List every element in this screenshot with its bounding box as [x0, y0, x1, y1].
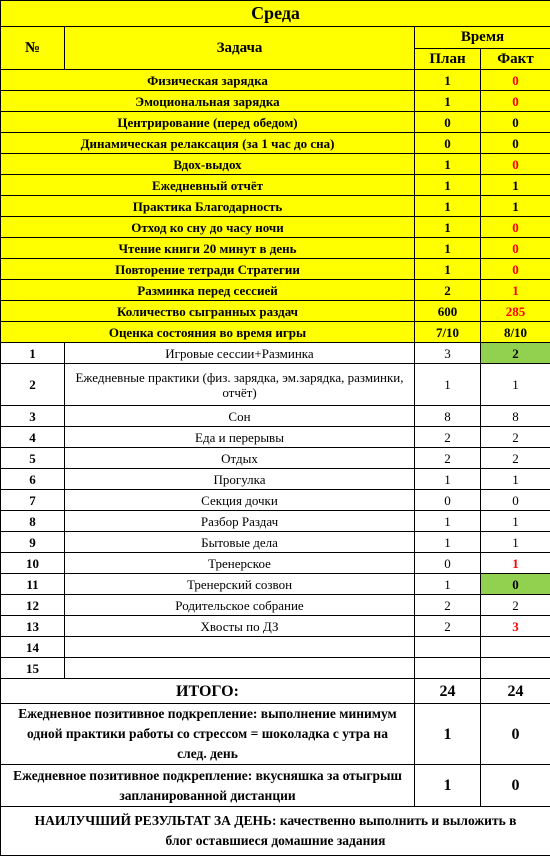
- time-row: [1, 658, 550, 679]
- time-row-plan: 0: [415, 553, 481, 574]
- reinforcement-fact: 0: [481, 765, 550, 807]
- fact-header: Факт: [481, 49, 550, 70]
- practice-plan: 0: [415, 112, 481, 133]
- practice-fact: 0: [481, 217, 550, 238]
- practice-task: Динамическая релаксация (за 1 час до сна): [1, 133, 415, 154]
- total-row: [1, 679, 550, 704]
- total-plan: 24: [415, 679, 481, 704]
- time-row-num: 10: [1, 553, 65, 574]
- time-row-plan: 2: [415, 616, 481, 637]
- time-row: [1, 574, 550, 595]
- time-row-num: 4: [1, 427, 65, 448]
- time-row-fact: 3: [481, 616, 550, 637]
- time-row: [1, 595, 550, 616]
- time-row-num: 8: [1, 511, 65, 532]
- time-row-task: Тренерское: [65, 553, 415, 574]
- practice-task: Разминка перед сессией: [1, 280, 415, 301]
- reinforcement-plan: 1: [415, 704, 481, 765]
- time-row-task: Прогулка: [65, 469, 415, 490]
- practice-row: [1, 196, 550, 217]
- time-row-fact: 1: [481, 364, 550, 406]
- time-row-task: Тренерский созвон: [65, 574, 415, 595]
- practice-plan: 1: [415, 91, 481, 112]
- time-row-fact: 1: [481, 532, 550, 553]
- time-row-task: [65, 658, 415, 679]
- practice-row: [1, 322, 550, 343]
- time-row-task: Еда и перерывы: [65, 427, 415, 448]
- practice-fact: 1: [481, 175, 550, 196]
- time-row-fact: 8: [481, 406, 550, 427]
- time-row-num: 3: [1, 406, 65, 427]
- practice-fact: 8/10: [481, 322, 550, 343]
- time-row-fact: 1: [481, 511, 550, 532]
- practice-task: Центрирование (перед обедом): [1, 112, 415, 133]
- time-row-num: 13: [1, 616, 65, 637]
- practice-plan: 1: [415, 70, 481, 91]
- practice-row: [1, 154, 550, 175]
- reinforcement-fact: 0: [481, 704, 550, 765]
- time-row-fact: 1: [481, 469, 550, 490]
- time-row-plan: 8: [415, 406, 481, 427]
- time-row-plan: 2: [415, 595, 481, 616]
- plan-header: План: [415, 49, 481, 70]
- practice-row: [1, 217, 550, 238]
- time-row-plan: [415, 637, 481, 658]
- time-row-num: 5: [1, 448, 65, 469]
- practice-plan: 1: [415, 238, 481, 259]
- practice-fact: 1: [481, 280, 550, 301]
- time-row-task: Бытовые дела: [65, 532, 415, 553]
- time-row-fact: 2: [481, 448, 550, 469]
- practice-plan: 1: [415, 217, 481, 238]
- time-row-num: 15: [1, 658, 65, 679]
- practice-fact: 0: [481, 133, 550, 154]
- time-row: [1, 448, 550, 469]
- best-result-row: [1, 807, 550, 856]
- practice-task: Чтение книги 20 минут в день: [1, 238, 415, 259]
- practice-task: Количество сыгранных раздач: [1, 301, 415, 322]
- time-row-fact: [481, 637, 550, 658]
- time-row-task: Сон: [65, 406, 415, 427]
- reinforcement-text: Ежедневное позитивное подкрепление: вкусняшка за отыгрыш запланированной дистанции: [1, 765, 415, 807]
- time-row-plan: 1: [415, 574, 481, 595]
- total-label: ИТОГО:: [1, 679, 415, 704]
- time-row-plan: 2: [415, 448, 481, 469]
- time-row-num: 1: [1, 343, 65, 364]
- task-header: Задача: [65, 27, 415, 70]
- time-row-fact: 0: [481, 574, 550, 595]
- schedule-body: [1, 1, 550, 856]
- practice-row: [1, 175, 550, 196]
- time-row-num: 2: [1, 364, 65, 406]
- time-row-task: Разбор Раздач: [65, 511, 415, 532]
- reinforcement-row: [1, 765, 550, 807]
- practice-fact: 0: [481, 91, 550, 112]
- time-row: [1, 511, 550, 532]
- time-row: [1, 637, 550, 658]
- time-row-plan: 1: [415, 511, 481, 532]
- practice-plan: 1: [415, 196, 481, 217]
- practice-plan: 1: [415, 259, 481, 280]
- time-row-num: 11: [1, 574, 65, 595]
- time-row-num: 6: [1, 469, 65, 490]
- time-row-plan: 1: [415, 532, 481, 553]
- practice-plan: 1: [415, 175, 481, 196]
- practice-plan: 1: [415, 154, 481, 175]
- reinforcement-row: [1, 704, 550, 765]
- practice-row: [1, 238, 550, 259]
- practice-fact: 0: [481, 154, 550, 175]
- time-row-plan: 2: [415, 427, 481, 448]
- day-title: Среда: [1, 1, 550, 27]
- practice-task: Вдох-выдох: [1, 154, 415, 175]
- practice-task: Ежедневный отчёт: [1, 175, 415, 196]
- time-row: [1, 490, 550, 511]
- time-row: [1, 427, 550, 448]
- practice-fact: 1: [481, 196, 550, 217]
- practice-task: Оценка состояния во время игры: [1, 322, 415, 343]
- time-row-num: 14: [1, 637, 65, 658]
- time-row-task: Игровые сессии+Разминка: [65, 343, 415, 364]
- time-row-num: 12: [1, 595, 65, 616]
- time-row-task: Родительское собрание: [65, 595, 415, 616]
- practice-plan: 0: [415, 133, 481, 154]
- time-header: Время: [415, 27, 550, 49]
- time-row: [1, 553, 550, 574]
- reinforcement-plan: 1: [415, 765, 481, 807]
- practice-row: [1, 280, 550, 301]
- time-row: [1, 532, 550, 553]
- time-row-plan: 1: [415, 364, 481, 406]
- time-row-fact: 0: [481, 490, 550, 511]
- time-row-task: Секция дочки: [65, 490, 415, 511]
- time-row-plan: 1: [415, 469, 481, 490]
- num-header: №: [1, 27, 65, 70]
- time-row-task: [65, 637, 415, 658]
- practice-plan: 2: [415, 280, 481, 301]
- time-row-task: Ежедневные практики (физ. зарядка, эм.зарядка, разминки, отчёт): [65, 364, 415, 406]
- time-row-fact: 1: [481, 553, 550, 574]
- practice-task: Практика Благодарность: [1, 196, 415, 217]
- time-row-plan: 0: [415, 490, 481, 511]
- time-row-task: Отдых: [65, 448, 415, 469]
- time-row-fact: 2: [481, 595, 550, 616]
- practice-row: [1, 259, 550, 280]
- time-row-num: 9: [1, 532, 65, 553]
- time-row: [1, 364, 550, 406]
- time-row: [1, 469, 550, 490]
- practice-row: [1, 301, 550, 322]
- practice-fact: 0: [481, 112, 550, 133]
- time-row-fact: 2: [481, 427, 550, 448]
- practice-fact: 0: [481, 259, 550, 280]
- practice-task: Повторение тетради Стратегии: [1, 259, 415, 280]
- time-row: [1, 406, 550, 427]
- practice-plan: 600: [415, 301, 481, 322]
- time-row-fact: [481, 658, 550, 679]
- time-row-plan: 3: [415, 343, 481, 364]
- practice-fact: 0: [481, 70, 550, 91]
- practice-row: [1, 70, 550, 91]
- time-row-num: 7: [1, 490, 65, 511]
- reinforcement-text: Ежедневное позитивное подкрепление: выполнение минимум одной практики работы со стрессом = шоколадка с утра на след. день: [1, 704, 415, 765]
- practice-task: Физическая зарядка: [1, 70, 415, 91]
- practice-row: [1, 91, 550, 112]
- practice-task: Отход ко сну до часу ночи: [1, 217, 415, 238]
- total-fact: 24: [481, 679, 550, 704]
- practice-plan: 7/10: [415, 322, 481, 343]
- practice-row: [1, 133, 550, 154]
- time-row-fact: 2: [481, 343, 550, 364]
- practice-fact: 0: [481, 238, 550, 259]
- time-row-plan: [415, 658, 481, 679]
- practice-row: [1, 112, 550, 133]
- practice-task: Эмоциональная зарядка: [1, 91, 415, 112]
- practice-fact: 285: [481, 301, 550, 322]
- best-result-text: НАИЛУЧШИЙ РЕЗУЛЬТАТ ЗА ДЕНЬ: качественно выполнить и выложить в блог оставшиеся домашние задания: [1, 807, 550, 856]
- time-row-task: Хвосты по ДЗ: [65, 616, 415, 637]
- time-row: [1, 343, 550, 364]
- time-row: [1, 616, 550, 637]
